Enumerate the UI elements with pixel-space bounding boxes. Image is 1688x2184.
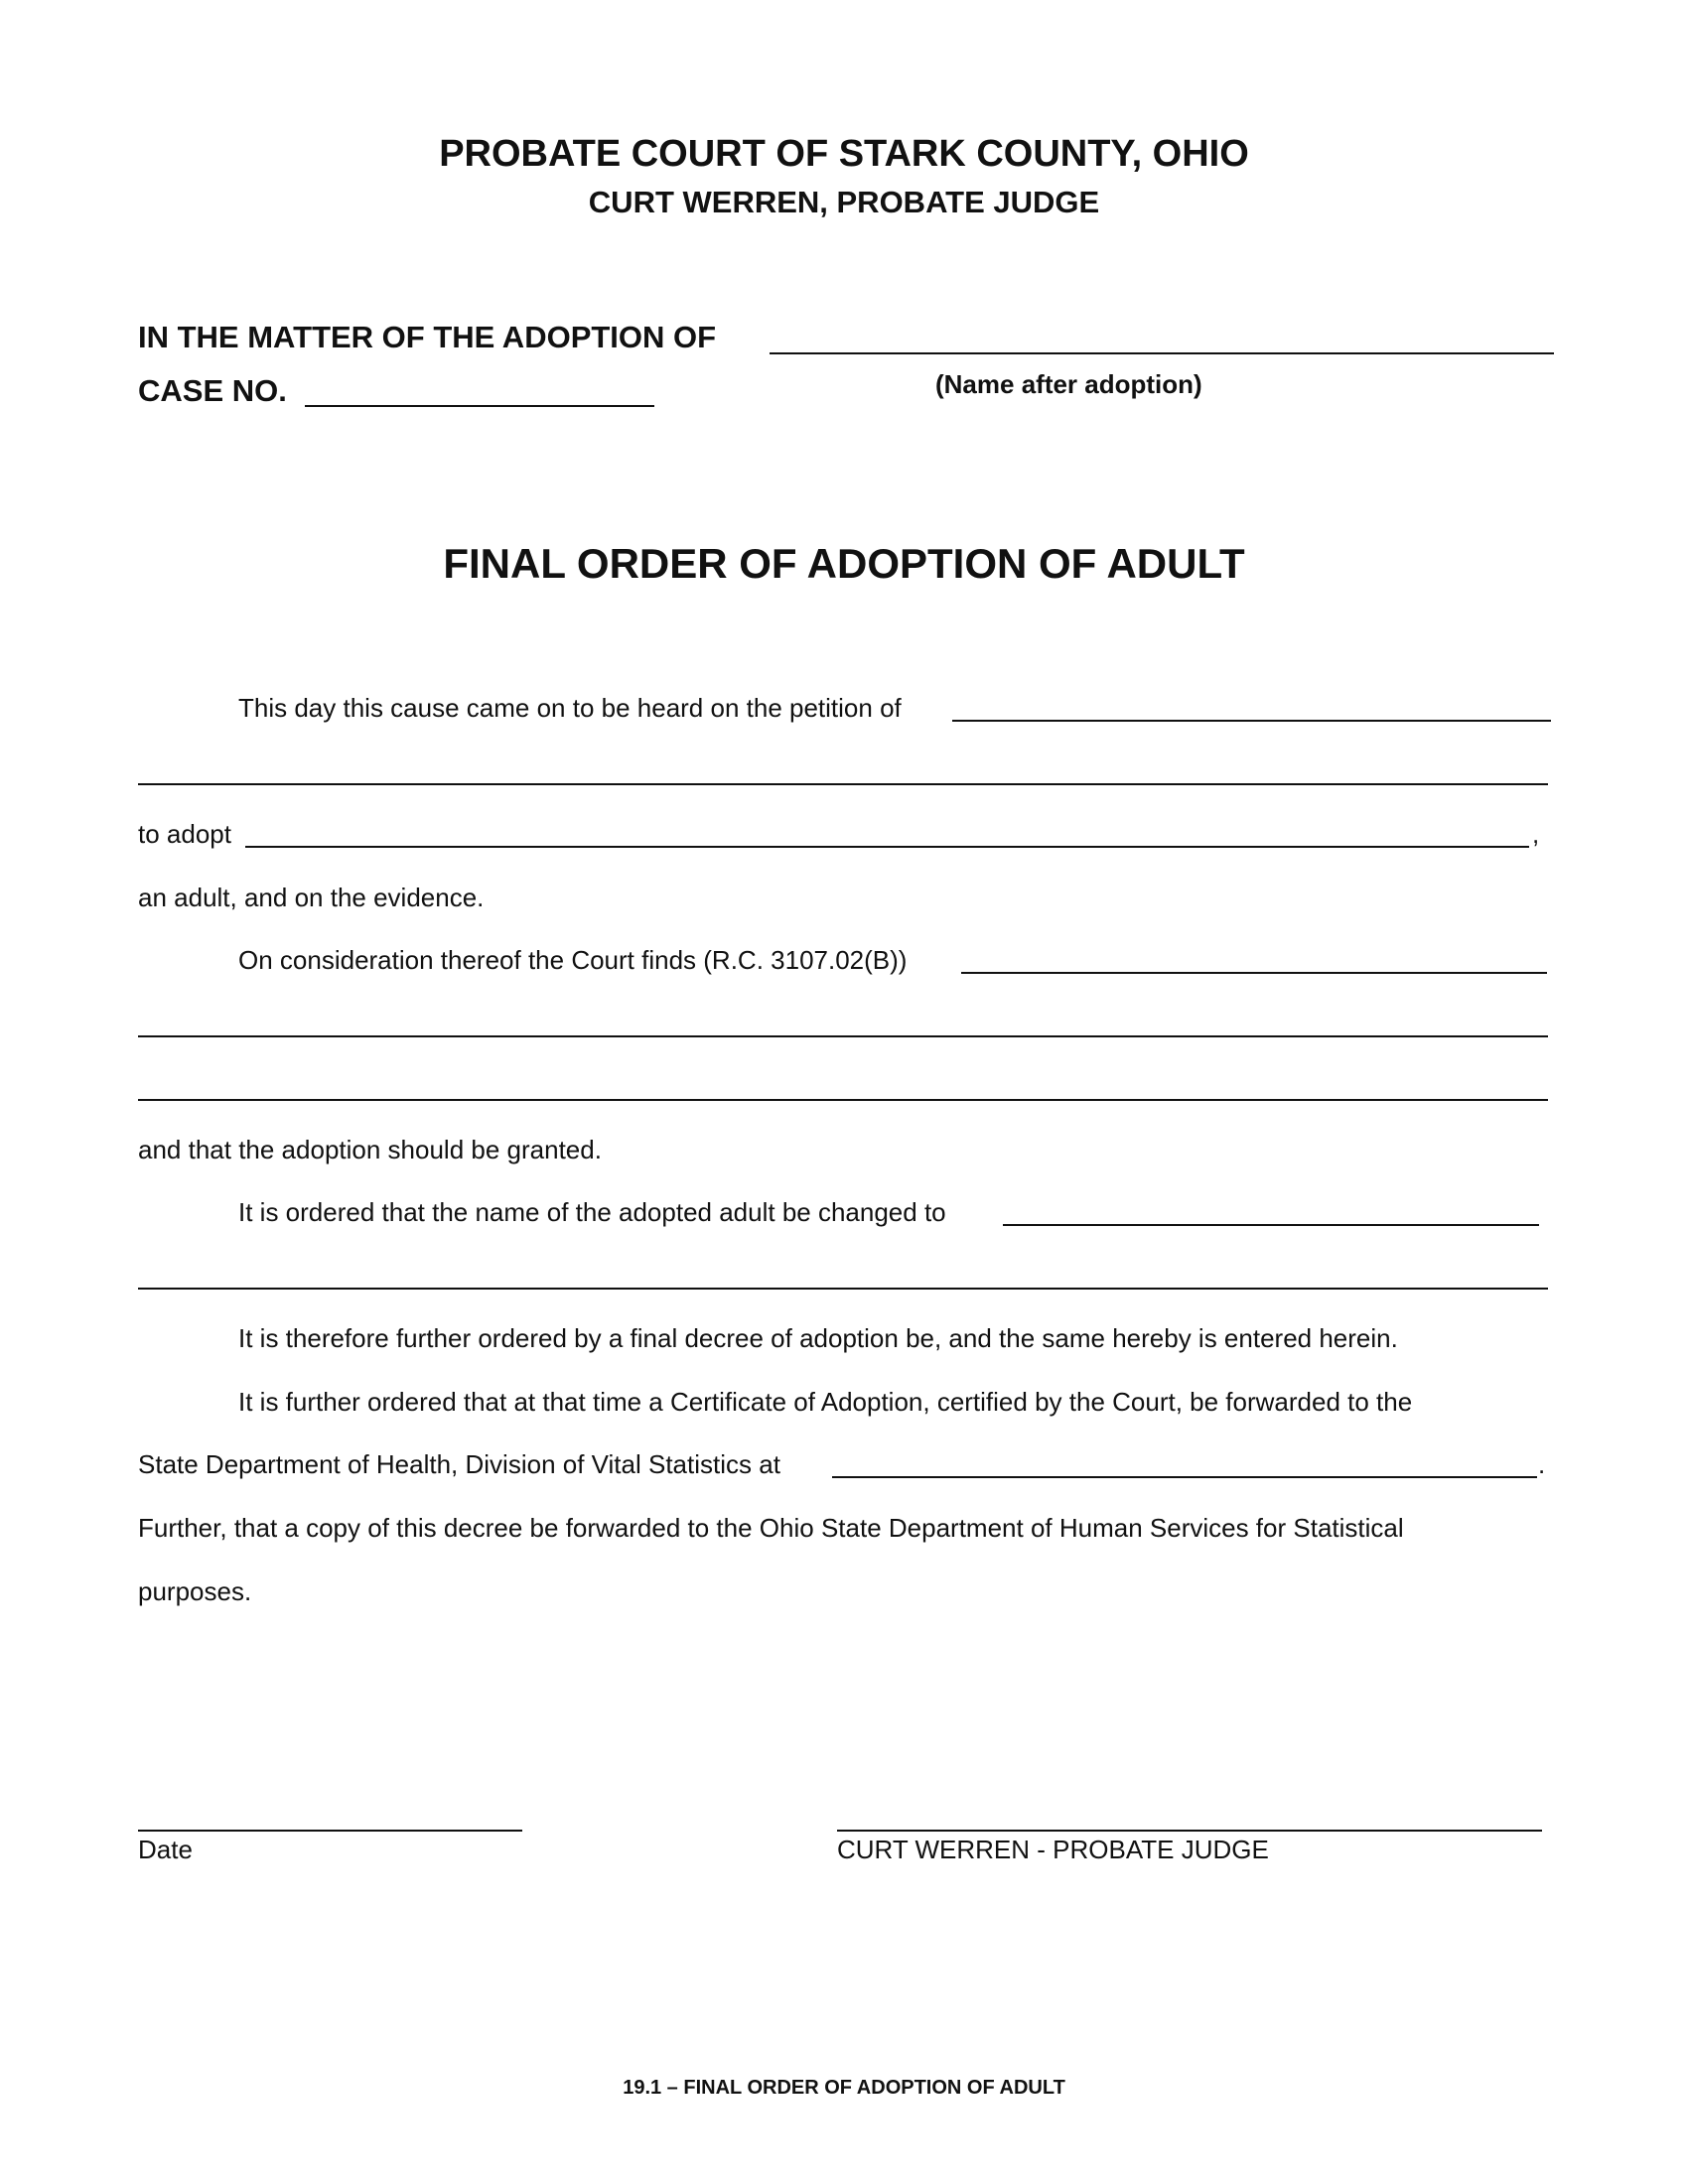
certificate-text: It is further ordered that at that time a Certificate of Adoption, certified by the Court, be forwarded to the	[238, 1387, 1413, 1417]
purposes-text: purposes.	[138, 1576, 252, 1606]
consideration-text: On consideration thereof the Court finds (R.C. 3107.02(B))	[238, 945, 908, 975]
adoption-matter-label: IN THE MATTER OF THE ADOPTION OF	[138, 320, 717, 354]
decree-text: It is therefore further ordered by a final decree of adoption be, and the same hereby is entered herein.	[238, 1323, 1398, 1353]
name-after-adoption-hint: (Name after adoption)	[935, 369, 1202, 399]
evidence-text: an adult, and on the evidence.	[138, 883, 485, 912]
granted-text: and that the adoption should be granted.	[138, 1135, 602, 1164]
petitioner-name-field[interactable]	[952, 720, 1551, 722]
adoptee-name-field[interactable]	[770, 352, 1554, 354]
judge-signature-label: CURT WERREN - PROBATE JUDGE	[837, 1835, 1269, 1864]
court-findings-field[interactable]	[961, 972, 1547, 974]
judge-signature-field[interactable]	[837, 1830, 1542, 1832]
date-field[interactable]	[138, 1830, 522, 1832]
document-title: FINAL ORDER OF ADOPTION OF ADULT	[443, 540, 1245, 587]
name-change-text: It is ordered that the name of the adopted adult be changed to	[238, 1197, 946, 1227]
to-adopt-text: to adopt	[138, 819, 231, 849]
to-adopt-comma: ,	[1532, 819, 1540, 849]
new-name-field-continued[interactable]	[138, 1288, 1548, 1290]
petitioner-name-field-continued[interactable]	[138, 783, 1548, 785]
judge-name: CURT WERREN, PROBATE JUDGE	[588, 185, 1100, 219]
petition-text: This day this cause came on to be heard on the petition of	[238, 693, 902, 723]
copy-text: Further, that a copy of this decree be forwarded to the Ohio State Department of Human Services for Statistical	[138, 1513, 1404, 1543]
vital-statistics-text: State Department of Health, Division of Vital Statistics at	[138, 1449, 780, 1479]
new-name-field[interactable]	[1003, 1224, 1539, 1226]
adoptee-field[interactable]	[245, 846, 1529, 848]
vital-statistics-location-field[interactable]	[832, 1476, 1537, 1478]
case-number-label: CASE NO.	[138, 373, 287, 408]
court-name: PROBATE COURT OF STARK COUNTY, OHIO	[439, 133, 1249, 175]
date-label: Date	[138, 1835, 193, 1864]
case-number-field[interactable]	[305, 405, 654, 407]
court-findings-field-2[interactable]	[138, 1035, 1548, 1037]
form-footer: 19.1 – FINAL ORDER OF ADOPTION OF ADULT	[623, 2077, 1065, 2099]
vital-statistics-period: .	[1538, 1449, 1546, 1479]
court-findings-field-3[interactable]	[138, 1099, 1548, 1101]
